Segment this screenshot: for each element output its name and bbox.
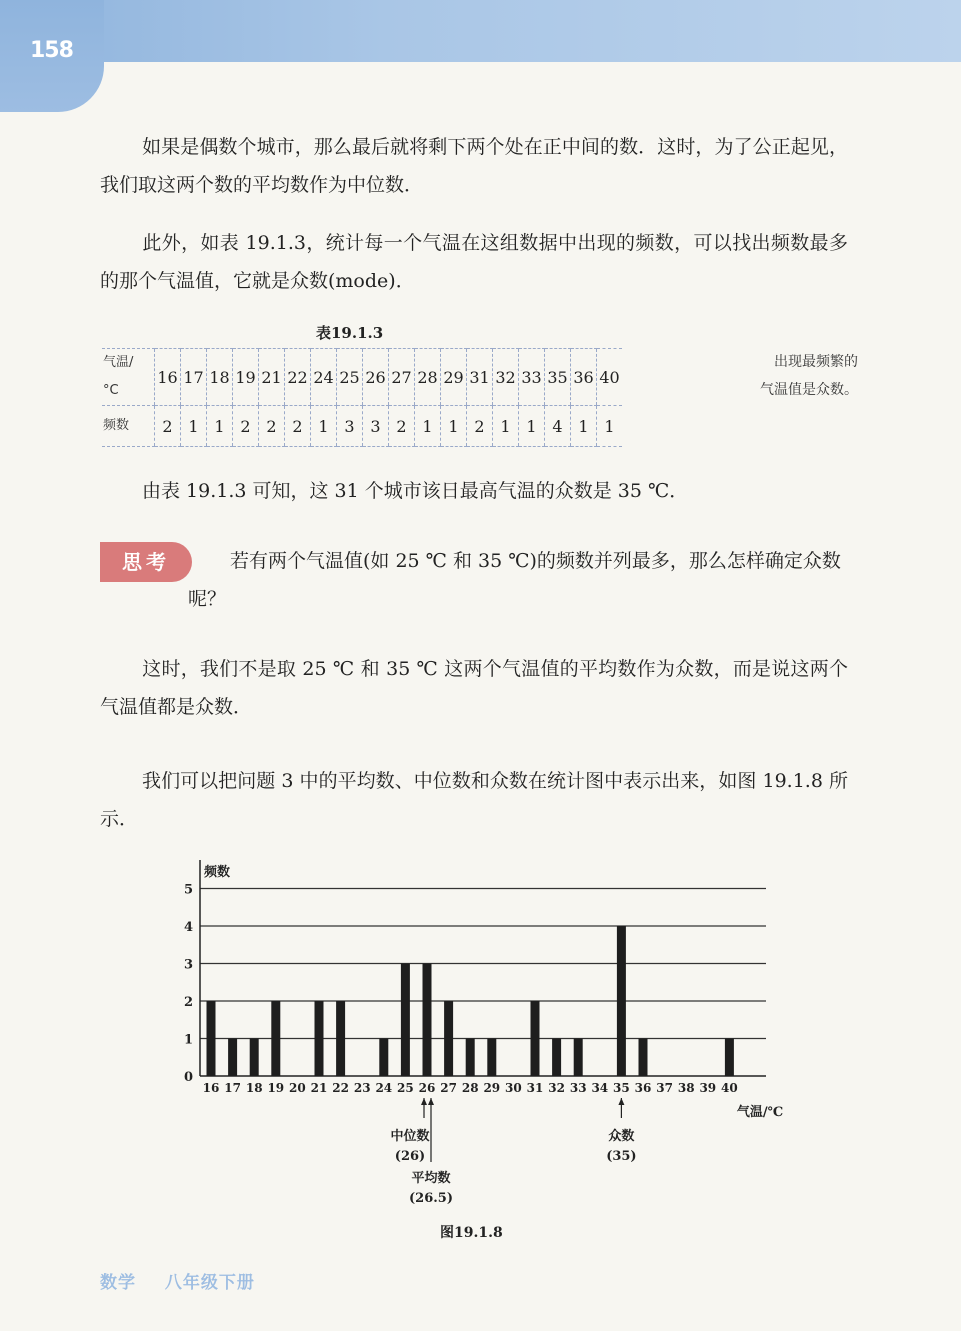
x-tick-label: 31 xyxy=(526,1081,544,1095)
x-tick-label: 34 xyxy=(591,1081,609,1095)
temp-row-label xyxy=(102,349,155,406)
table-row-temp xyxy=(102,349,622,406)
paragraph-text: 我们可以把问题 3 中的平均数、中位数和众数在统计图中表示出来，如图 19.1.8 所示． xyxy=(100,770,848,830)
page-number-tab xyxy=(0,0,104,112)
footer-grade: 八年级下册 xyxy=(164,1273,255,1293)
temp-cell: 31 xyxy=(467,349,493,406)
count-cell: 1 xyxy=(311,406,337,447)
bar xyxy=(487,1039,496,1077)
figure-caption: 图19.1.8 xyxy=(440,1225,503,1241)
frequency-table xyxy=(102,348,622,447)
x-tick-label: 29 xyxy=(483,1081,501,1095)
count-cell: 4 xyxy=(545,406,571,447)
temp-cell: 21 xyxy=(259,349,285,406)
mode-label: 众数 xyxy=(608,1129,635,1144)
temp-cell: 26 xyxy=(363,349,389,406)
count-cell: 1 xyxy=(441,406,467,447)
footer-subject: 数学 xyxy=(100,1273,136,1293)
bar xyxy=(315,1001,324,1076)
x-tick-label: 32 xyxy=(548,1081,565,1095)
x-tick-label: 19 xyxy=(267,1081,285,1095)
y-tick-label: 3 xyxy=(184,957,194,973)
paragraph-two-modes xyxy=(100,650,848,726)
bar xyxy=(207,1001,216,1076)
think-text: 若有两个气温值(如 25 ℃ 和 35 ℃)的频数并列最多，那么怎样确定众数呢？ xyxy=(188,550,841,610)
count-cell: 1 xyxy=(207,406,233,447)
bar xyxy=(228,1039,237,1077)
x-tick-label: 22 xyxy=(332,1081,349,1095)
temp-cell: 18 xyxy=(207,349,233,406)
temp-cell: 19 xyxy=(233,349,259,406)
y-tick-label: 2 xyxy=(184,995,194,1010)
temp-cell: 29 xyxy=(441,349,467,406)
x-tick-label: 40 xyxy=(721,1081,738,1095)
x-tick-label: 17 xyxy=(224,1081,241,1095)
x-axis-label: 气温/℃ xyxy=(736,1105,784,1120)
y-tick-label: 0 xyxy=(184,1070,194,1085)
think-badge: 思考 xyxy=(100,542,192,582)
bar xyxy=(444,1001,453,1076)
mean-arrow-head xyxy=(428,1098,434,1105)
count-cell: 1 xyxy=(493,406,519,447)
temp-cell: 17 xyxy=(181,349,207,406)
mean-value: (26.5) xyxy=(409,1191,453,1206)
temp-cell: 40 xyxy=(597,349,623,406)
bar xyxy=(466,1039,475,1077)
temp-cell: 25 xyxy=(337,349,363,406)
bar xyxy=(531,1001,540,1076)
header-band xyxy=(0,0,961,62)
count-cell: 3 xyxy=(363,406,389,447)
x-tick-label: 33 xyxy=(569,1081,587,1095)
x-tick-label: 16 xyxy=(202,1081,220,1095)
bar xyxy=(574,1039,583,1077)
footer xyxy=(100,1268,277,1293)
count-cell: 1 xyxy=(597,406,623,447)
count-cell: 2 xyxy=(467,406,493,447)
y-axis-label: 频数 xyxy=(204,865,231,880)
count-row-label: 频数 xyxy=(102,406,155,447)
bar xyxy=(379,1039,388,1077)
y-tick-label: 1 xyxy=(184,1032,194,1048)
temp-cell: 22 xyxy=(285,349,311,406)
x-tick-label: 30 xyxy=(505,1081,522,1095)
paragraph-text: 由表 19.1.3 可知，这 31 个城市该日最高气温的众数是 35 ℃． xyxy=(142,480,689,502)
x-tick-label: 23 xyxy=(353,1081,371,1095)
temp-cell: 32 xyxy=(493,349,519,406)
table-title: 表19.1.3 xyxy=(316,324,384,342)
x-tick-label: 20 xyxy=(289,1081,306,1095)
x-tick-label: 38 xyxy=(677,1081,695,1095)
median-value: (26) xyxy=(394,1149,426,1164)
temp-cell: 35 xyxy=(545,349,571,406)
think-question xyxy=(188,542,848,618)
frequency-bar-chart xyxy=(170,858,790,1218)
count-cell: 2 xyxy=(389,406,415,447)
paragraph-median-even xyxy=(100,128,848,204)
paragraph-mode-result xyxy=(100,472,848,510)
table-row-count xyxy=(102,406,622,447)
temp-label-b: °C xyxy=(103,383,119,398)
bar xyxy=(639,1039,648,1077)
paragraph-text: 此外，如表 19.1.3，统计每一个气温在这组数据中出现的频数，可以找出频数最多的那个气温值，它就是众数(mode)． xyxy=(100,232,848,292)
mode-value: (35) xyxy=(606,1149,637,1164)
x-tick-label: 18 xyxy=(245,1081,263,1095)
bar xyxy=(336,1001,345,1076)
paragraph-figure-ref xyxy=(100,762,848,838)
temp-label-a: 气温/ xyxy=(103,355,134,370)
temp-cell: 16 xyxy=(155,349,181,406)
x-tick-label: 35 xyxy=(613,1081,630,1095)
bar xyxy=(552,1039,561,1077)
bar xyxy=(271,1001,280,1076)
temp-cell: 33 xyxy=(519,349,545,406)
x-tick-label: 26 xyxy=(418,1081,436,1095)
count-cell: 2 xyxy=(155,406,181,447)
median-arrow-head xyxy=(421,1098,427,1105)
side-note xyxy=(708,348,858,404)
temp-cell: 36 xyxy=(571,349,597,406)
bar xyxy=(250,1039,259,1077)
side-note-line: 出现最频繁的 xyxy=(774,354,858,370)
x-tick-label: 21 xyxy=(310,1081,328,1095)
paragraph-text: 如果是偶数个城市，那么最后就将剩下两个处在正中间的数．这时，为了公正起见，我们取这两个数的平均数作为中位数． xyxy=(100,136,848,196)
x-tick-label: 36 xyxy=(634,1081,652,1095)
paragraph-mode-intro xyxy=(100,224,848,300)
x-tick-label: 25 xyxy=(397,1081,414,1095)
paragraph-text: 这时，我们不是取 25 ℃ 和 35 ℃ 这两个气温值的平均数作为众数，而是说这两个气温值都是众数． xyxy=(100,658,848,718)
page-number: 158 xyxy=(30,38,73,63)
mode-arrow-head xyxy=(618,1098,624,1105)
side-note-line: 气温值是众数。 xyxy=(760,382,858,398)
x-tick-label: 37 xyxy=(656,1081,673,1095)
bar xyxy=(617,926,626,1076)
x-tick-label: 28 xyxy=(461,1081,479,1095)
temp-cell: 27 xyxy=(389,349,415,406)
y-tick-label: 5 xyxy=(184,882,194,898)
bar xyxy=(725,1039,734,1077)
bar xyxy=(423,964,432,1077)
mean-label: 平均数 xyxy=(411,1171,451,1186)
count-cell: 1 xyxy=(181,406,207,447)
x-tick-label: 39 xyxy=(699,1081,717,1095)
count-cell: 2 xyxy=(285,406,311,447)
count-cell: 1 xyxy=(415,406,441,447)
x-tick-label: 24 xyxy=(375,1081,393,1095)
count-cell: 1 xyxy=(571,406,597,447)
count-cell: 2 xyxy=(259,406,285,447)
count-cell: 1 xyxy=(519,406,545,447)
bar xyxy=(401,964,410,1077)
count-cell: 2 xyxy=(233,406,259,447)
y-tick-label: 4 xyxy=(184,920,194,935)
count-cell: 3 xyxy=(337,406,363,447)
temp-cell: 28 xyxy=(415,349,441,406)
median-label: 中位数 xyxy=(390,1129,430,1144)
x-tick-label: 27 xyxy=(440,1081,457,1095)
temp-cell: 24 xyxy=(311,349,337,406)
